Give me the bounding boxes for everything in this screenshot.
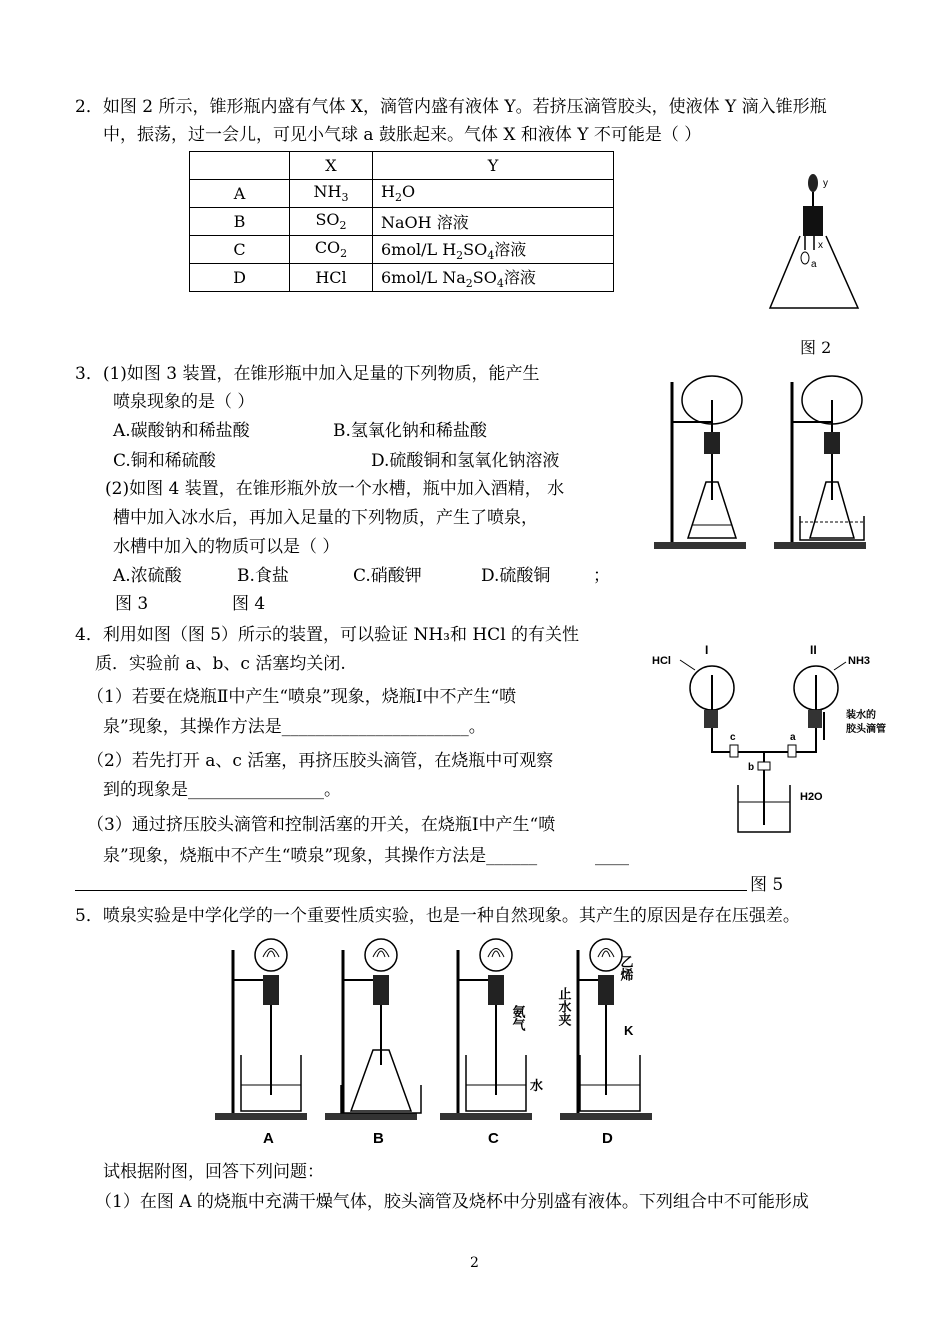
label-ethylene: 乙烯	[618, 955, 634, 981]
figure-3-caption: 图 3	[115, 594, 149, 614]
label-water-c: 水	[530, 1078, 544, 1093]
label-stopcock-c: c	[730, 732, 736, 743]
label-dropper-1: 装水的	[846, 710, 876, 721]
figure-3-apparatus	[654, 376, 746, 549]
label-A: A	[263, 1130, 274, 1147]
q4-line-1: 4．利用如图（图 5）所示的装置，可以验证 NH₃和 HCl 的有关性	[75, 625, 580, 645]
label-D: D	[602, 1130, 613, 1147]
q3-option-c: C.铜和稀硫酸	[113, 451, 216, 471]
label-nh3: NH3	[848, 655, 871, 667]
q3-line-5: (2)如图 4 装置，在锥形瓶外放一个水槽，瓶中加入酒精， 水	[105, 479, 565, 499]
q3-part2-option-b: B.食盐	[237, 566, 289, 586]
table-row	[190, 180, 614, 208]
figure-2-flask-diagram	[760, 170, 870, 315]
figure-5-nh3-hcl-apparatus	[650, 640, 912, 840]
q3-option-a: A.碳酸钠和稀盐酸	[113, 421, 250, 441]
q3-line-6: 槽中加入冰水后，再加入足量的下列物质，产生了喷泉，	[113, 508, 538, 528]
q3-semicolon: ；	[593, 566, 610, 586]
q5-line-2: 试根据附图，回答下列问题：	[103, 1162, 324, 1182]
figure-b	[325, 939, 421, 1147]
table-header-cell	[190, 152, 290, 180]
table-row	[190, 264, 614, 292]
gas-x: HCl	[290, 264, 373, 292]
table-header-row	[190, 152, 614, 180]
gas-x: $SO_2$	[290, 208, 373, 236]
liquid-y: $H_2O$	[373, 180, 614, 208]
q3-part2-option-a: A.浓硫酸	[113, 566, 182, 586]
q2-options-table	[189, 151, 614, 292]
liquid-y: NaOH 溶液	[373, 208, 614, 236]
q3-line-1: 3．(1)如图 3 装置，在锥形瓶中加入足量的下列物质，能产生	[75, 364, 540, 384]
liquid-y: 6mol/L $Na_2SO_4$溶液	[373, 264, 614, 292]
option-label: A	[190, 180, 290, 208]
q4-answer-line	[75, 890, 747, 891]
q4-line-6: 到的现象是________________。	[103, 780, 341, 800]
q3-option-b: B.氢氧化钠和稀盐酸	[333, 421, 487, 441]
label-clamp: 止水夹	[556, 987, 572, 1026]
label-B: B	[373, 1130, 384, 1147]
label-ammonia: 氨气	[510, 1005, 526, 1031]
figure-a	[215, 939, 307, 1147]
figure-2-caption: 图 2	[800, 338, 832, 357]
q3-part2-option-c: C.硝酸钾	[353, 566, 422, 586]
label-flask-1: I	[705, 643, 709, 657]
gas-x: $NH_3$	[290, 180, 373, 208]
q5-line-1: 5．喷泉实验是中学化学的一个重要性质实验，也是一种自然现象。其产生的原因是存在压强差。	[75, 906, 800, 926]
label-C: C	[488, 1130, 499, 1147]
label-flask-2: II	[810, 643, 817, 657]
label-a: a	[811, 259, 817, 270]
label-y: y	[823, 178, 828, 189]
q3-line-7: 水槽中加入的物质可以是（ ）	[113, 537, 340, 557]
q3-part2-option-d: D.硫酸铜	[481, 566, 551, 586]
option-label: C	[190, 236, 290, 264]
q4-line-2: 质．实验前 a、b、c 活塞均关闭.	[95, 654, 346, 674]
label-hcl: HCl	[652, 655, 671, 667]
figure-4-apparatus	[774, 376, 866, 549]
q2-line-1: 2．如图 2 所示，锥形瓶内盛有气体 X，滴管内盛有液体 Y。若挤压滴管胶头，使液体 Y 滴入锥形瓶	[75, 97, 827, 117]
q3-line-2: 喷泉现象的是（ ）	[113, 392, 255, 412]
figure-3-4-fountain-apparatus	[652, 370, 882, 555]
q5-line-3: （1）在图 A 的烧瓶中充满干燥气体，胶头滴管及烧杯中分别盛有液体。下列组合中不可能形成	[95, 1192, 809, 1212]
label-x: x	[818, 240, 823, 251]
figure-c	[440, 939, 543, 1147]
q4-line-7: （3）通过挤压胶头滴管和控制活塞的开关，在烧瓶Ⅰ中产生“喷	[87, 815, 556, 835]
table-row	[190, 208, 614, 236]
q4-line-3: （1）若要在烧瓶Ⅱ中产生“喷泉”现象，烧瓶Ⅰ中不产生“喷	[87, 687, 517, 707]
table-row	[190, 236, 614, 264]
label-K: K	[624, 1023, 634, 1038]
figure-5-caption: 图 5	[750, 875, 784, 895]
page-number: 2	[470, 1255, 479, 1271]
table-header-cell: Y	[373, 152, 614, 180]
table-header-cell: X	[290, 152, 373, 180]
q4-line-5: （2）若先打开 a、c 活塞，再挤压胶头滴管，在烧瓶中可观察	[87, 751, 554, 771]
q2-line-2: 中，振荡，过一会儿，可见小气球 a 鼓胀起来。气体 X 和液体 Y 不可能是（ ）	[103, 125, 702, 145]
label-stopcock-b: b	[748, 762, 755, 773]
option-label: D	[190, 264, 290, 292]
label-water: H2O	[800, 791, 823, 803]
figure-d	[557, 939, 653, 1147]
q4-answer-tail: ____	[595, 846, 629, 866]
label-stopcock-a: a	[790, 732, 796, 743]
q3-option-d: D.硫酸铜和氢氧化钠溶液	[371, 451, 560, 471]
q5-fountain-figures	[205, 935, 675, 1150]
q4-line-4: 泉”现象，其操作方法是______________________。	[103, 717, 486, 737]
label-dropper-2: 胶头滴管	[846, 724, 886, 735]
option-label: B	[190, 208, 290, 236]
gas-x: $CO_2$	[290, 236, 373, 264]
liquid-y: 6mol/L $H_2SO_4$溶液	[373, 236, 614, 264]
q4-line-8: 泉”现象，烧瓶中不产生“喷泉”现象，其操作方法是______	[103, 846, 538, 866]
figure-4-caption: 图 4	[232, 594, 266, 614]
